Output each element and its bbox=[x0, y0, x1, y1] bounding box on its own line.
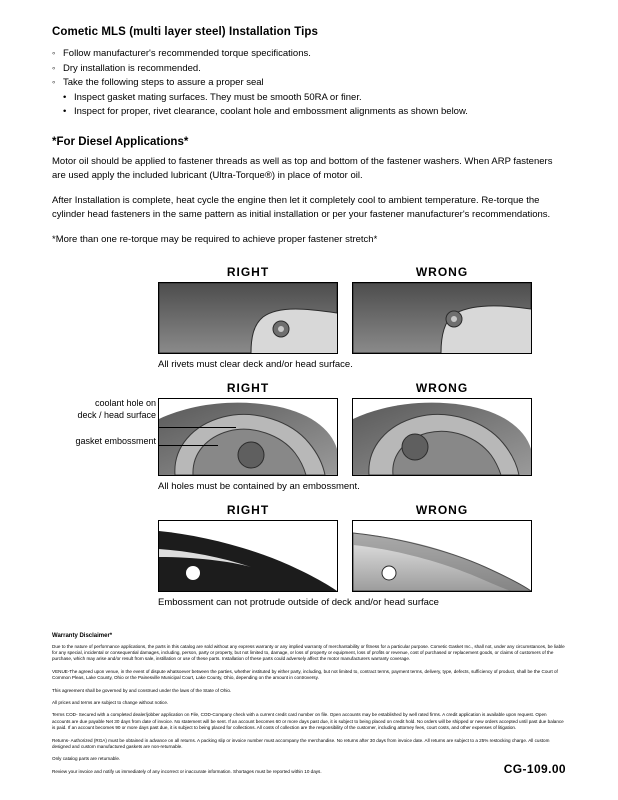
warranty-paragraph: Review your invoice and notify us immediately of any incorrect or inaccurate information. Shortages must be reported within 10 days. bbox=[52, 768, 322, 774]
page-title: Cometic MLS (multi layer steel) Installation Tips bbox=[52, 26, 319, 38]
figure-holes-right bbox=[158, 381, 338, 476]
annotation-coolant-hole bbox=[46, 397, 156, 421]
figure-caption: Embossment can not protrude outside of deck and/or head surface bbox=[158, 596, 439, 608]
tips-list bbox=[52, 47, 566, 91]
warranty-paragraph: All prices and terms are subject to change without notice. bbox=[52, 699, 169, 705]
warranty-paragraph: Due to the nature of performance applications, the parts in this catalog are sold without any express warranty or any implied warranty of merchantability or fitness for a particular purpose. Cometic Gasket Inc., shall not, under any circumstances, be liable for any special, incidental or consequential damages, including, person, party or property, but not limited to, damage, or loss of property or equipment, loss of profits or revenue, cost of purchased or replacement goods, or claims of customers of the purchase, which may arise and/or result from sale, instillation or use of these parts. Installation of these parts could adversely affect the motor manufacturers warranty coverage. bbox=[52, 643, 565, 662]
diesel-paragraph-1: Motor oil should be applied to fastener threads as well as top and bottom of the fastener washers. When ARP fasteners are used apply the included lubricant (Ultra-Torque®) in place of motor oil. bbox=[52, 155, 553, 181]
figure-image bbox=[158, 398, 338, 476]
annotation-gasket-embossment bbox=[46, 435, 156, 447]
figure-rivets-right bbox=[158, 265, 338, 354]
annotation-line-3: gasket embossment bbox=[75, 435, 156, 446]
figure-label: WRONG bbox=[415, 264, 469, 279]
figure-image bbox=[158, 520, 338, 592]
warranty-paragraph: This agreement shall be governed by and construed under the laws of the State of Ohio. bbox=[52, 687, 232, 693]
figure-rivets bbox=[158, 265, 566, 371]
subtips-list bbox=[52, 91, 566, 120]
warranty-heading: Warranty Disclaimer* bbox=[52, 632, 113, 639]
figure-label: RIGHT bbox=[226, 502, 270, 517]
figure-label: RIGHT bbox=[226, 264, 270, 279]
warranty-paragraph: Returns- Authorized (RGA) must be obtained in advance on all returns. A packing slip or invoice number must accompany the merchandise. No returns after 30 days from invoice date. All returns are subject to a 25% restocking charge. All custom designed and custom manufactured gaskets are non-returnable. bbox=[52, 737, 550, 749]
list-item: ◦ Follow manufacturer's recommended torque specifications. bbox=[52, 47, 566, 62]
figure-embossment bbox=[158, 503, 566, 609]
warranty-paragraph: Terms COD- Secured with a completed dealer/jobber application on File, COD-Company check with a current credit card number on file. Open accounts may be established by well rated firms. A credit application is available upon request. Open accounts are due payable Net 30 days from date of invoice. No statement will be sent. If an account becomes 60 or more days past due, it is subject to being placed on credit hold. No orders will be shipped or new orders accepted until past due balance is paid. If an account becomes 90 or more days past due, it is subject to being placed for collections. All costs of collection are the responsibility of the customer, including attorney fees, court costs, and other expenses of litigation. bbox=[52, 712, 564, 731]
annotation-line-2: deck / head surface bbox=[77, 409, 156, 420]
figure-embossment-right bbox=[158, 503, 338, 592]
figure-caption: All rivets must clear deck and/or head surface. bbox=[158, 358, 353, 370]
figure-embossment-wrong bbox=[352, 503, 532, 592]
diesel-heading: *For Diesel Applications* bbox=[52, 135, 189, 148]
figure-holes-wrong bbox=[352, 381, 532, 476]
figure-label: WRONG bbox=[415, 380, 469, 395]
figure-image bbox=[352, 398, 532, 476]
figure-image bbox=[352, 520, 532, 592]
figure-holes bbox=[75, 380, 566, 493]
figure-label: WRONG bbox=[415, 502, 469, 517]
list-item: ◦ Dry installation is recommended. bbox=[52, 62, 566, 77]
annotation-leader-1 bbox=[158, 427, 236, 428]
diesel-paragraph-2: After Installation is complete, heat cycle the engine then let it completely cool to ambient temperature. Re-torque the cylinder head fasteners in the same pattern as initial installation or per your fastener manufacturer's recommendations. bbox=[52, 194, 551, 220]
warranty-paragraph: VENUE-The agreed upon venue, in the event of dispute whatsoever between the parties, whether instituted by either party, including, but not limited to, contract terms, payment terms, delivery, type, defects, sufficiency of product, shall be the Court of Common Pleas, Lake County, Ohio or the Painesville Municipal Court, Lake County, Ohio, depending on the amount in controversy. bbox=[52, 668, 558, 681]
figures-section bbox=[52, 265, 566, 609]
annotation-leader-2 bbox=[158, 445, 218, 446]
list-item: ◦ Take the following steps to assure a proper seal bbox=[52, 76, 566, 91]
figure-image bbox=[158, 282, 338, 354]
document-number: CG-109.00 bbox=[503, 762, 566, 776]
figure-image bbox=[352, 282, 532, 354]
list-item: • Inspect for proper, rivet clearance, coolant hole and embossment alignments as shown below. bbox=[63, 105, 566, 120]
figure-label: RIGHT bbox=[226, 380, 270, 395]
figure-caption: All holes must be contained by an embossment. bbox=[158, 480, 360, 492]
diesel-paragraph-3: *More than one re-torque may be required to achieve proper fastener stretch* bbox=[52, 233, 378, 245]
warranty-section bbox=[52, 633, 566, 776]
warranty-paragraph: Only catalog parts are returnable. bbox=[52, 756, 121, 762]
figure-rivets-wrong bbox=[352, 265, 532, 354]
list-item: • Inspect gasket mating surfaces. They must be smooth 50RA or finer. bbox=[63, 91, 566, 106]
annotation-line-1: coolant hole on bbox=[94, 397, 156, 408]
